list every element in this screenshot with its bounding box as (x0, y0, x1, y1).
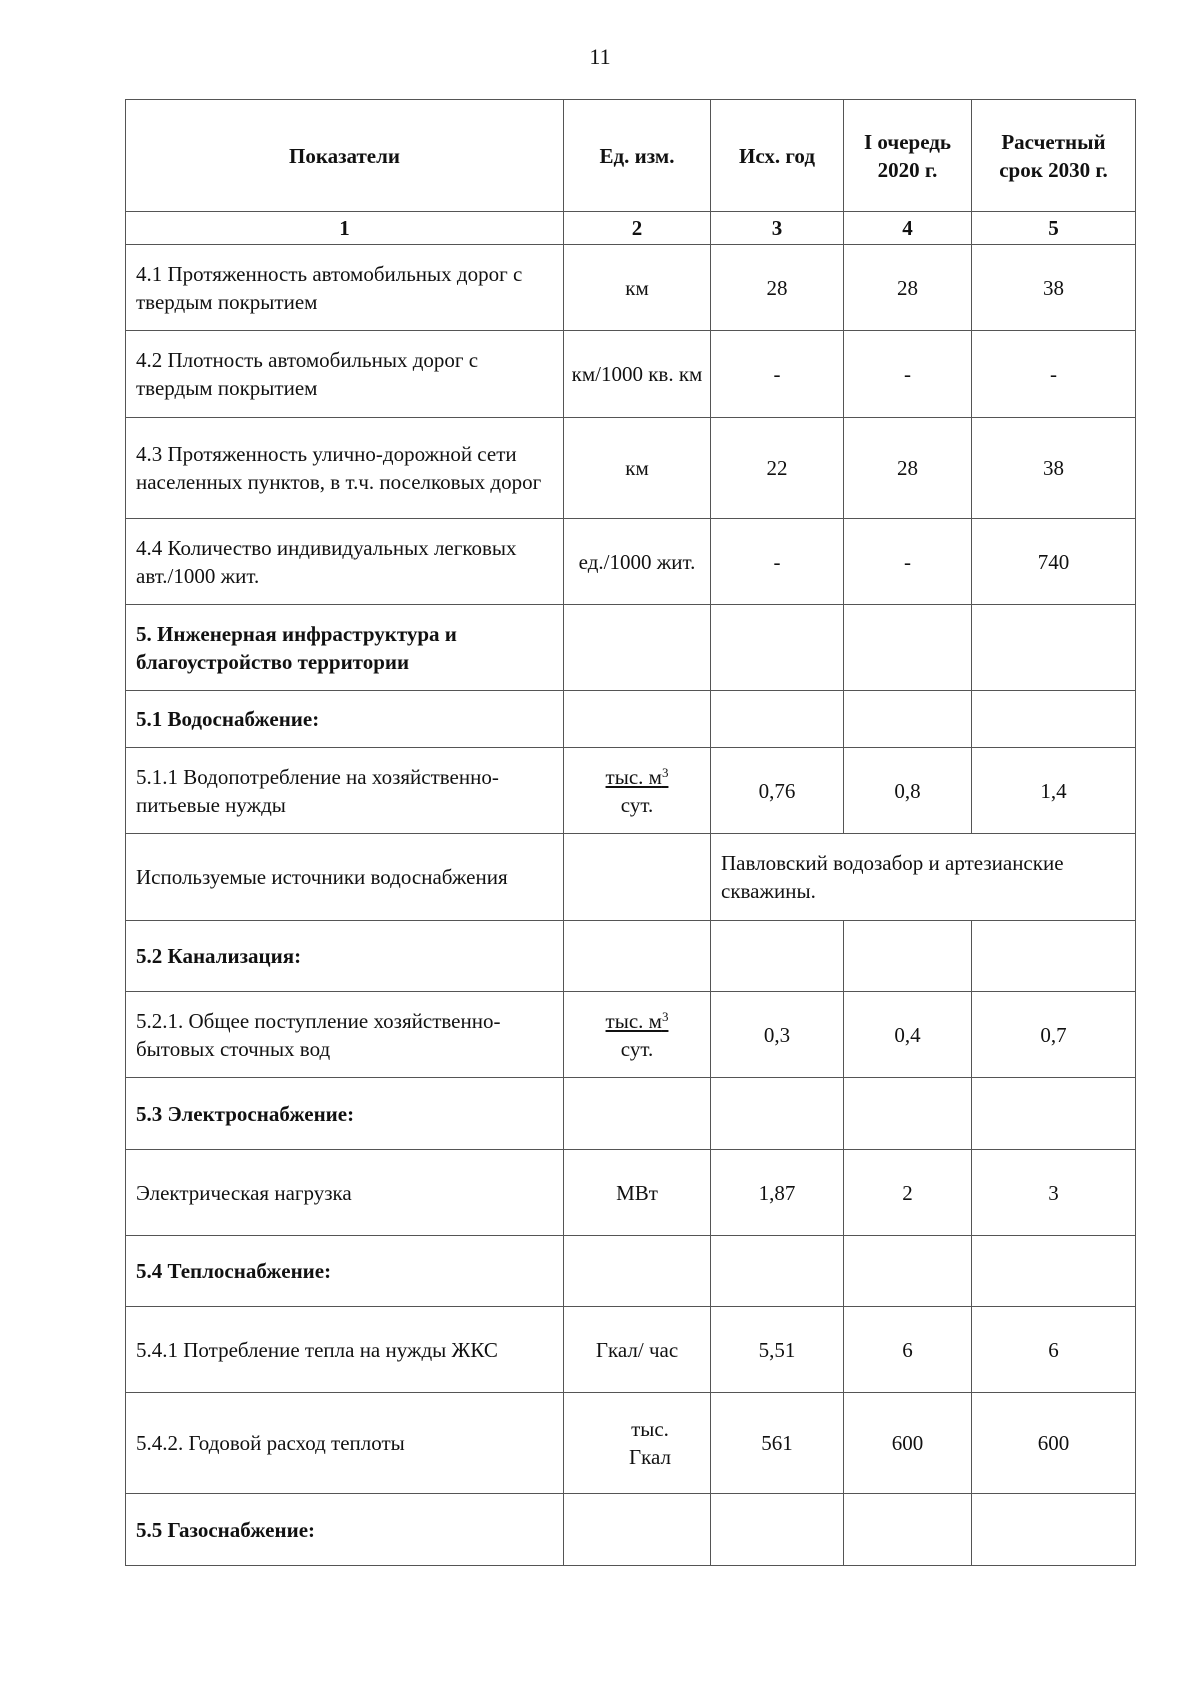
section-row (126, 691, 1136, 748)
target-value: 6 (972, 1307, 1136, 1393)
section-heading: 5.4 Теплоснабжение: (126, 1236, 564, 1307)
unit-cell (564, 1393, 711, 1494)
indicator-label: 4.3 Протяженность улично-дорожной сети населенных пунктов, в т.ч. поселковых дорог (126, 418, 564, 519)
unit-cell (564, 748, 711, 834)
stage1-value: 600 (844, 1393, 972, 1494)
header-stage1-line1: I очередь (864, 129, 951, 154)
section-heading: 5. Инженерная инфраструктура и благоустройство территории (126, 605, 564, 691)
target-value: 38 (972, 418, 1136, 519)
column-number: 4 (844, 212, 972, 245)
column-number: 1 (126, 212, 564, 245)
base-year-value: - (711, 519, 844, 605)
stage1-value: 28 (844, 245, 972, 331)
target-value: 600 (972, 1393, 1136, 1494)
section-row (126, 921, 1136, 992)
column-number: 3 (711, 212, 844, 245)
header-target-line1: Расчетный (1001, 129, 1106, 154)
table-row (126, 1393, 1136, 1494)
table-row (126, 245, 1136, 331)
column-number: 2 (564, 212, 711, 245)
column-number: 5 (972, 212, 1136, 245)
section-row (126, 1078, 1136, 1150)
section-row (126, 1236, 1136, 1307)
indicator-label: Электрическая нагрузка (126, 1150, 564, 1236)
indicator-label: Используемые источники водоснабжения (126, 834, 564, 921)
column-number-row (126, 212, 1136, 245)
unit-line2: Гкал (628, 1445, 671, 1469)
base-year-value: - (711, 331, 844, 418)
section-heading: 5.3 Электроснабжение: (126, 1078, 564, 1150)
section-heading: 5.5 Газоснабжение: (126, 1494, 564, 1566)
indicator-label: 4.2 Плотность автомобильных дорог с твердым покрытием (126, 331, 564, 418)
unit-cell: км/1000 кв. км (564, 331, 711, 418)
header-stage1 (844, 100, 972, 212)
table-row (126, 1150, 1136, 1236)
unit-cell: МВт (564, 1150, 711, 1236)
indicator-label: 5.4.2. Годовой расход теплоты (126, 1393, 564, 1494)
unit-numerator: тыс. $м^3$ (605, 1008, 669, 1033)
base-year-value: 1,87 (711, 1150, 844, 1236)
unit-denominator: сут. (620, 792, 654, 817)
indicator-label: 5.2.1. Общее поступление хозяйственно-бытовых сточных вод (126, 992, 564, 1078)
base-year-value: 22 (711, 418, 844, 519)
section-heading: 5.1 Водоснабжение: (126, 691, 564, 748)
header-indicator: Показатели (126, 100, 564, 212)
indicator-label: 4.4 Количество индивидуальных легковых авт./1000 жит. (126, 519, 564, 605)
indicator-label: 4.1 Протяженность автомобильных дорог с твердым покрытием (126, 245, 564, 331)
water-sources-note: Павловский водозабор и артезианские скважины. (711, 834, 1136, 921)
header-stage1-line2: 2020 г. (877, 157, 938, 182)
target-value: 1,4 (972, 748, 1136, 834)
base-year-value: 28 (711, 245, 844, 331)
target-value: 0,7 (972, 992, 1136, 1078)
unit-cell: ед./1000 жит. (564, 519, 711, 605)
base-year-value: 0,3 (711, 992, 844, 1078)
base-year-value: 0,76 (711, 748, 844, 834)
stage1-value: 2 (844, 1150, 972, 1236)
header-row (126, 100, 1136, 212)
table-row (126, 834, 1136, 921)
section-row (126, 1494, 1136, 1566)
base-year-value: 5,51 (711, 1307, 844, 1393)
table-row (126, 748, 1136, 834)
stage1-value: 6 (844, 1307, 972, 1393)
target-value: 3 (972, 1150, 1136, 1236)
unit-denominator: сут. (620, 1036, 654, 1061)
unit-numerator: тыс. $м^3$ (605, 764, 669, 789)
stage1-value: 0,8 (844, 748, 972, 834)
unit-cell: км (564, 245, 711, 331)
indicator-label: 5.4.1 Потребление тепла на нужды ЖКС (126, 1307, 564, 1393)
header-target-line2: срок 2030 г. (999, 157, 1108, 182)
target-value: 740 (972, 519, 1136, 605)
stage1-value: 0,4 (844, 992, 972, 1078)
table-row (126, 331, 1136, 418)
table-row (126, 519, 1136, 605)
target-value: - (972, 331, 1136, 418)
base-year-value: 561 (711, 1393, 844, 1494)
target-value: 38 (972, 245, 1136, 331)
table-row (126, 992, 1136, 1078)
stage1-value: - (844, 519, 972, 605)
section-heading: 5.2 Канализация: (126, 921, 564, 992)
page-number: 11 (589, 44, 611, 69)
stage1-value: 28 (844, 418, 972, 519)
table-row (126, 1307, 1136, 1393)
unit-cell: Гкал/ час (564, 1307, 711, 1393)
section-row (126, 605, 1136, 691)
header-base-year: Исх. год (711, 100, 844, 212)
unit-cell (564, 992, 711, 1078)
stage1-value: - (844, 331, 972, 418)
header-unit: Ед. изм. (564, 100, 711, 212)
table-row (126, 418, 1136, 519)
unit-line1: тыс. (631, 1417, 669, 1441)
header-target (972, 100, 1136, 212)
indicator-label: 5.1.1 Водопотребление на хозяйственно-питьевые нужды (126, 748, 564, 834)
indicators-table (125, 99, 1136, 1566)
unit-cell: км (564, 418, 711, 519)
